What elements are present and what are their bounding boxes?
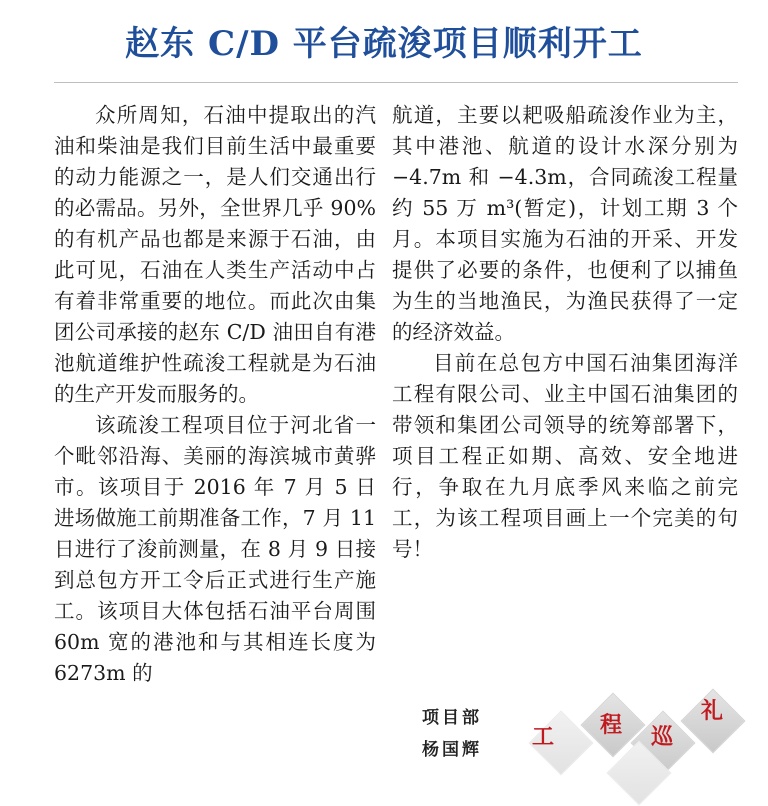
paragraph-2-continued: 航道，主要以耙吸船疏浚作业为主，其中港池、航道的设计水深分别为 −4.7m 和 −4.3m，合同疏浚工程量约 55 万 m³(暂定)，计划工期 3 个月。本项目实施为石油的开采、开发提供了必要的条件，也便利了以捕鱼为生的当地渔民，为渔民获得了一定的经济效益。 <box>392 103 738 344</box>
logo-char: 程 <box>600 713 623 738</box>
title-divider <box>54 82 738 83</box>
right-column <box>392 100 738 565</box>
byline-department: 项目部 <box>422 708 482 728</box>
logo-char: 工 <box>532 725 555 750</box>
logo-char: 礼 <box>701 699 724 724</box>
article-title: 赵东 C/D 平台疏浚项目顺利开工 <box>125 24 643 64</box>
paragraph-3: 目前在总包方中国石油集团海洋工程有限公司、业主中国石油集团的带领和集团公司领导的统筹部署下，项目工程正如期、高效、安全地进行，争取在九月底季风来临之前完工，为该工程项目画上一个完美的句号！ <box>392 351 738 561</box>
byline <box>422 702 482 766</box>
paragraph-2: 该疏浚工程项目位于河北省一个毗邻沿海、美丽的海滨城市黄骅市。该项目于 2016 年 7 月 5 日进场做施工前期准备工作，7 月 11 日进行了浚前测量，在 8 月 9 日接到总包方开工令后正式进行生产施工。该项目大体包括石油平台周围 60m 宽的港池和与其相连长度为 6273m 的 <box>54 413 376 685</box>
paragraph-1: 众所周知，石油中提取出的汽油和柴油是我们目前生活中最重要的动力能源之一，是人们交通出行的必需品。另外，全世界几乎 90%的有机产品也都是来源于石油，由此可见，石油在人类生产活动中占有着非常重要的地位。而此次由集团公司承接的赵东 C/D 油田自有港池航道维护性疏浚工程就是为石油的生产开发而服务的。 <box>54 103 376 406</box>
column-logo <box>520 680 750 780</box>
left-column <box>54 100 376 689</box>
byline-author: 杨国辉 <box>422 740 482 760</box>
logo-char: 巡 <box>651 725 674 750</box>
